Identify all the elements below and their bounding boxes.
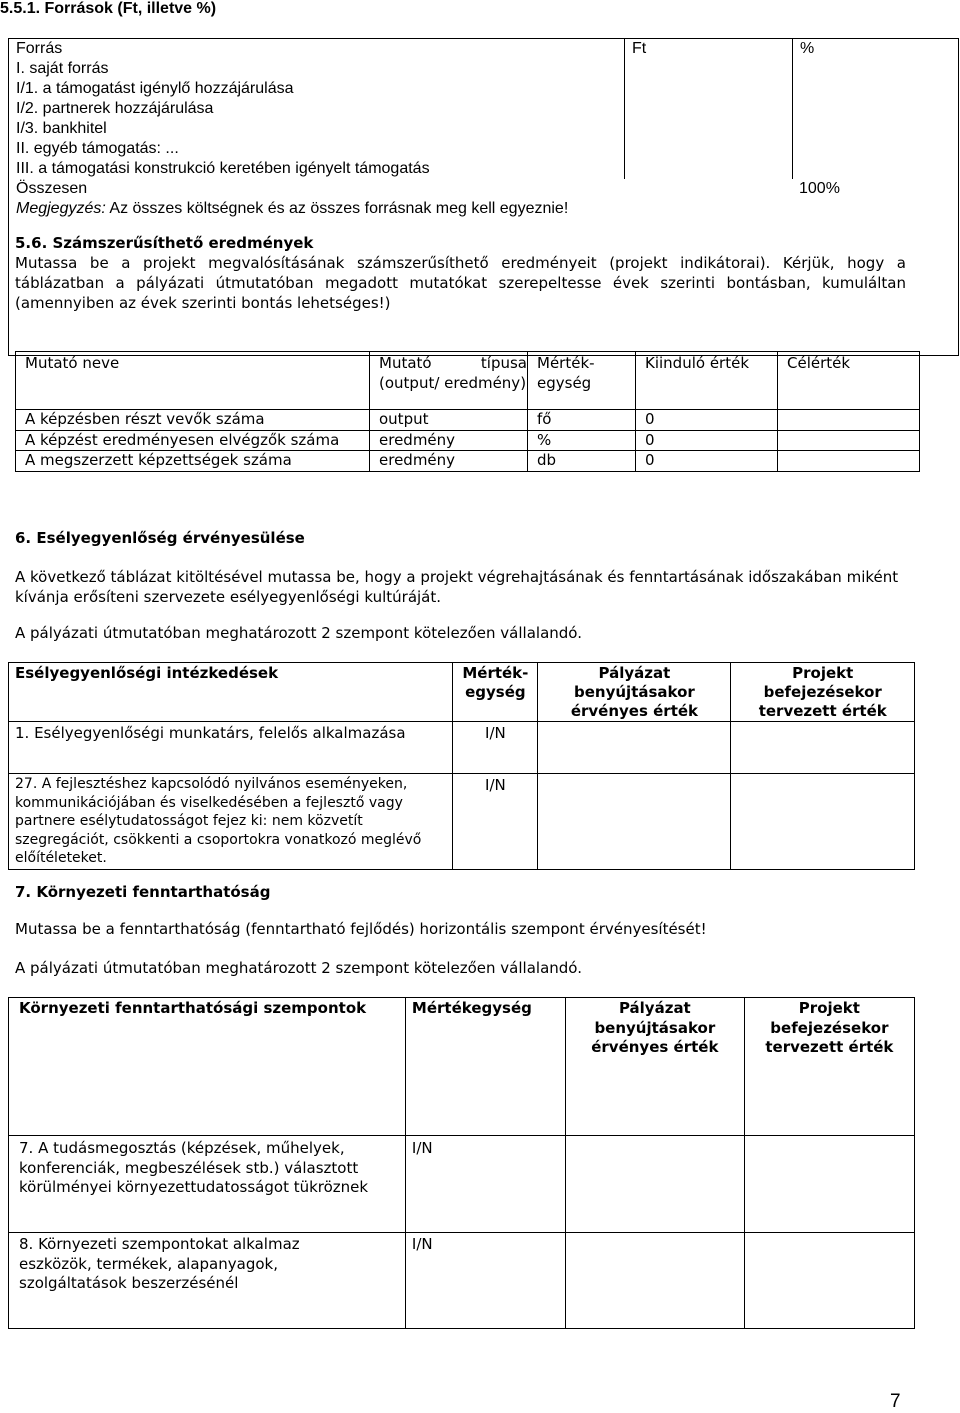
indicator-target <box>778 430 920 451</box>
percent-cell <box>793 99 959 119</box>
header-cell-measures: Esélyegyenlőségi intézkedések <box>9 663 453 722</box>
indicator-type: output <box>370 410 528 431</box>
table-row <box>16 410 920 431</box>
ft-cell <box>625 59 793 79</box>
table-header-row <box>9 998 915 1136</box>
indicator-start: 0 <box>636 451 778 472</box>
aspect-unit: I/N <box>405 1136 565 1233</box>
planned-value-cell[interactable] <box>731 774 915 870</box>
indicator-target <box>778 410 920 431</box>
table-row <box>9 79 959 99</box>
measure-text: 27. A fejlesztéshez kapcsolódó nyilvános eseményeken, kommunikációjában és viselkedésében a fejlesztő vagy partnere esélytudatosságot fejez ki: nem közvetít szegregációt, csökkenti a csoportokra vonatkozó meglévő előítéleteket. <box>9 774 453 870</box>
header-cell-submission-value: Pályázat benyújtásakor érvényes érték <box>565 998 744 1136</box>
section-6-instruction: A pályázati útmutatóban meghatározott 2 szempont kötelezően vállalandó. <box>15 624 582 642</box>
section-5-6-paragraph: Mutassa be a projekt megvalósításának számszerűsíthető eredményeit (projekt indikátorai). Kérjük, hogy a táblázatban a pályázati útmutatóban megadott mutatókat szerepeltesse évek szerinti bontásban, kumuláltan (amennyiben az évek szerinti bontás lehetséges!) <box>15 254 906 312</box>
indicator-target <box>778 451 920 472</box>
note-label: Megjegyzés: <box>16 200 106 217</box>
header-cell-target-value: Célérték <box>778 352 920 410</box>
aspect-unit: I/N <box>405 1233 565 1329</box>
total-cell <box>9 179 959 199</box>
measure-unit: I/N <box>453 774 538 870</box>
submission-value-cell[interactable] <box>565 1136 744 1233</box>
measure-text: 1. Esélyegyenlőségi munkatárs, felelős alkalmazása <box>9 722 453 774</box>
header-cell-submission-value: Pályázat benyújtásakor érvényes érték <box>538 663 731 722</box>
indicator-unit: db <box>528 451 636 472</box>
section-7-paragraph: Mutassa be a fenntarthatóság (fenntartható fejlődés) horizontális szempont érvényesítését! <box>15 920 707 938</box>
section-7-title: 7. Környezeti fenntarthatóság <box>15 883 271 901</box>
section-6-title: 6. Esélyegyenlőség érvényesülése <box>15 529 305 547</box>
percent-cell <box>793 119 959 139</box>
table-row <box>9 59 959 79</box>
ft-cell <box>625 119 793 139</box>
header-cell-unit: Mértékegység <box>405 998 565 1136</box>
header-cell-planned-value: Projekt befejezésekor tervezett érték <box>731 663 915 722</box>
planned-value-cell[interactable] <box>731 722 915 774</box>
header-cell-indicator-type: Mutató típusa (output/ eredmény) <box>370 352 528 410</box>
table-row <box>16 451 920 472</box>
source-cell: I/3. bankhitel <box>9 119 625 139</box>
planned-value-cell[interactable] <box>744 1233 914 1329</box>
table-row <box>9 722 915 774</box>
section-5-6-title: 5.6. Számszerűsíthető eredmények <box>15 234 314 252</box>
page-number: 7 <box>890 1391 901 1412</box>
indicator-name: A megszerzett képzettségek száma <box>16 451 370 472</box>
note-cell <box>9 199 959 356</box>
table-header-row <box>9 663 915 722</box>
percent-cell <box>793 159 959 179</box>
submission-value-cell[interactable] <box>565 1233 744 1329</box>
aspect-text: 8. Környezeti szempontokat alkalmaz eszközök, termékek, alapanyagok, szolgáltatások beszerzésénél <box>9 1233 406 1329</box>
header-cell-aspects: Környezeti fenntarthatósági szempontok <box>9 998 406 1136</box>
planned-value-cell[interactable] <box>744 1136 914 1233</box>
indicator-start: 0 <box>636 430 778 451</box>
percent-cell <box>793 59 959 79</box>
total-row <box>9 179 959 199</box>
heading-5-5-1: 5.5.1. Források (Ft, illetve %) <box>0 0 217 17</box>
source-cell: III. a támogatási konstrukció keretében igényelt támogatás <box>9 159 625 179</box>
table-row <box>9 119 959 139</box>
indicator-name: A képzésben részt vevők száma <box>16 410 370 431</box>
indicator-type: eredmény <box>370 451 528 472</box>
ft-cell <box>625 99 793 119</box>
note-text: Az összes költségnek és az összes forrásnak meg kell egyeznie! <box>105 200 569 217</box>
header-cell-ft: Ft <box>625 39 793 60</box>
total-label: Összesen <box>16 180 88 197</box>
environment-table <box>8 997 915 1329</box>
table-header-row <box>9 39 959 60</box>
submission-value-cell[interactable] <box>538 774 731 870</box>
indicator-name: A képzést eredményesen elvégzők száma <box>16 430 370 451</box>
source-cell: I/1. a támogatást igénylő hozzájárulása <box>9 79 625 99</box>
table-row <box>9 774 915 870</box>
header-cell-planned-value: Projekt befejezésekor tervezett érték <box>744 998 914 1136</box>
percent-cell <box>793 139 959 159</box>
section-6-paragraph: A következő táblázat kitöltésével mutassa be, hogy a projekt végrehajtásának és fenntartásának időszakában miként kívánja erősíteni szervezete esélyegyenlőségi kultúráját. <box>15 568 899 606</box>
ft-cell <box>625 159 793 179</box>
table-row <box>16 430 920 451</box>
percent-cell <box>793 79 959 99</box>
sources-table <box>8 38 959 356</box>
ft-cell <box>625 79 793 99</box>
table-row <box>9 159 959 179</box>
equality-table <box>8 662 915 870</box>
source-cell: II. egyéb támogatás: ... <box>9 139 625 159</box>
indicator-unit: fő <box>528 410 636 431</box>
total-value: 100% <box>799 180 840 197</box>
header-cell-indicator-name: Mutató neve <box>16 352 370 410</box>
table-row <box>9 1136 915 1233</box>
source-cell: I. saját forrás <box>9 59 625 79</box>
source-cell: I/2. partnerek hozzájárulása <box>9 99 625 119</box>
indicator-unit: % <box>528 430 636 451</box>
measure-unit: I/N <box>453 722 538 774</box>
indicators-table <box>15 351 920 472</box>
indicator-start: 0 <box>636 410 778 431</box>
header-cell-unit: Mérték-egység <box>453 663 538 722</box>
table-header-row <box>16 352 920 410</box>
indicator-type: eredmény <box>370 430 528 451</box>
section-7-instruction: A pályázati útmutatóban meghatározott 2 szempont kötelezően vállalandó. <box>15 959 582 977</box>
table-row <box>9 139 959 159</box>
aspect-text: 7. A tudásmegosztás (képzések, műhelyek, konferenciák, megbeszélések stb.) választott körülményei környezettudatosságot tükröznek <box>9 1136 406 1233</box>
table-row <box>9 99 959 119</box>
header-cell-start-value: Kiinduló érték <box>636 352 778 410</box>
header-cell-source: Forrás <box>9 39 625 60</box>
header-cell-unit: Mérték-egység <box>528 352 636 410</box>
submission-value-cell[interactable] <box>538 722 731 774</box>
table-row <box>9 1233 915 1329</box>
ft-cell <box>625 139 793 159</box>
header-cell-percent: % <box>793 39 959 60</box>
note-row <box>9 199 959 356</box>
